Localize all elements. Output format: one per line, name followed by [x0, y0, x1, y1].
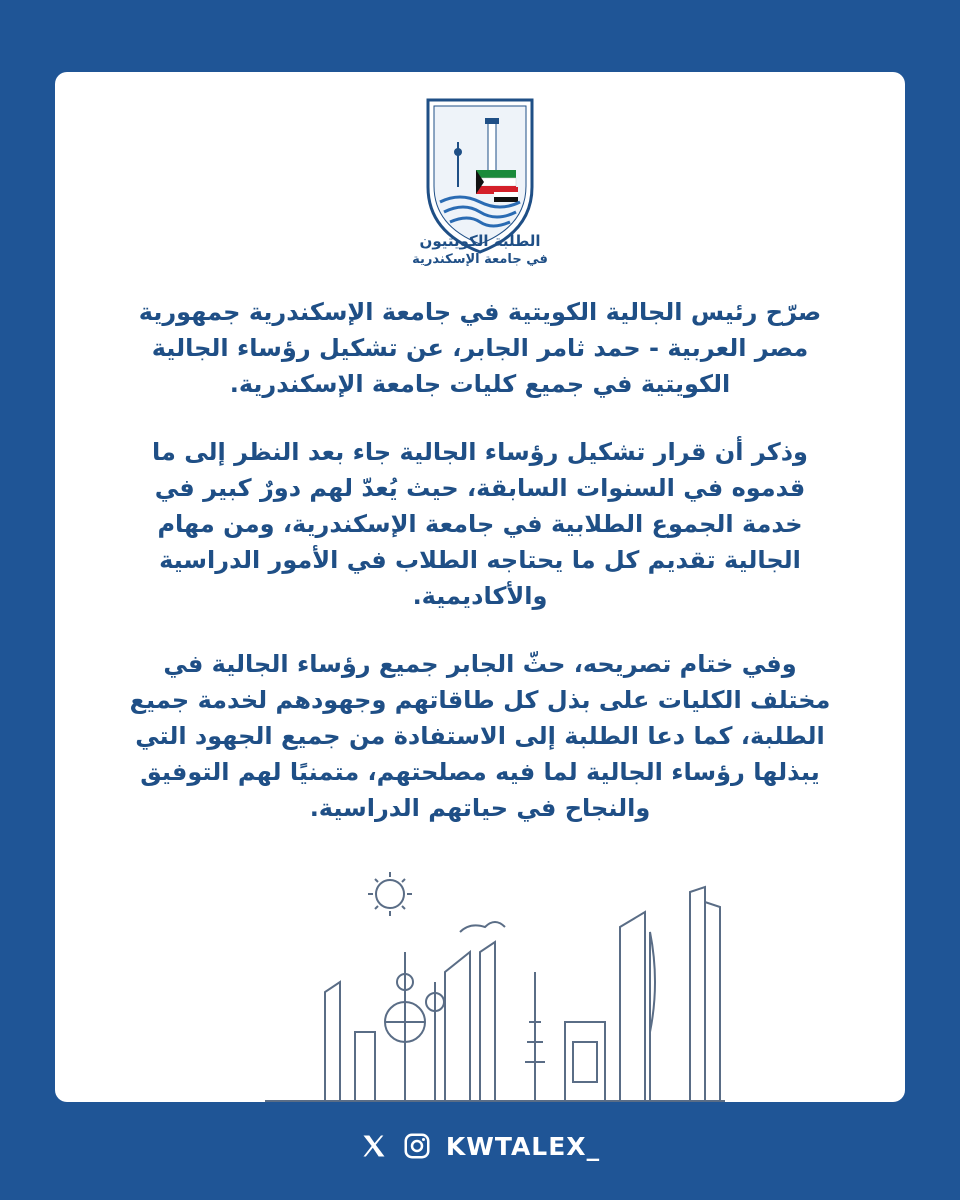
paragraph-2: وذكر أن قرار تشكيل رؤساء الجالية جاء بعد النظر إلى ما قدموه في السنوات السابقة، حيث يُعدّ لهم دورٌ كبير في خدمة الجموع الطلابية في جامعة الإسكندرية، ومن مهام الجالية تقديم كل ما يحتاجه الطلاب في الأمور الدراسية والأكاديمية. — [152, 438, 808, 610]
announcement-body — [125, 294, 835, 858]
logo-title: الطلبة الكويتيون — [419, 232, 541, 250]
paragraph-1: صرّح رئيس الجالية الكويتية في جامعة الإسكندرية جمهورية مصر العربية - حمد ثامر الجابر، عن تشكيل رؤساء الجالية الكويتية في جميع كليات جامعة الإسكندرية. — [138, 298, 822, 398]
social-handle[interactable]: KWTALEX_ — [445, 1131, 601, 1161]
paragraph-3: وفي ختام تصريحه، حثّ الجابر جميع رؤساء الجالية في مختلف الكليات على بذل كل طاقاتهم وجهودهم لخدمة جميع الطلبة، كما دعا الطلبة إلى الاستفادة من جميع الجهود التي يبذلها رؤساء الجالية لما فيه مصلحتهم، متمنيًا لهم التوفيق والنجاح في حياتهم الدراسية. — [129, 650, 831, 822]
kuwait-skyline-illustration — [265, 872, 725, 1102]
logo-subtitle: في جامعة الإسكندرية — [412, 252, 548, 267]
instagram-icon[interactable] — [402, 1131, 432, 1161]
social-footer — [0, 1126, 960, 1166]
x-icon[interactable] — [360, 1132, 388, 1160]
announcement-card — [55, 72, 905, 1102]
